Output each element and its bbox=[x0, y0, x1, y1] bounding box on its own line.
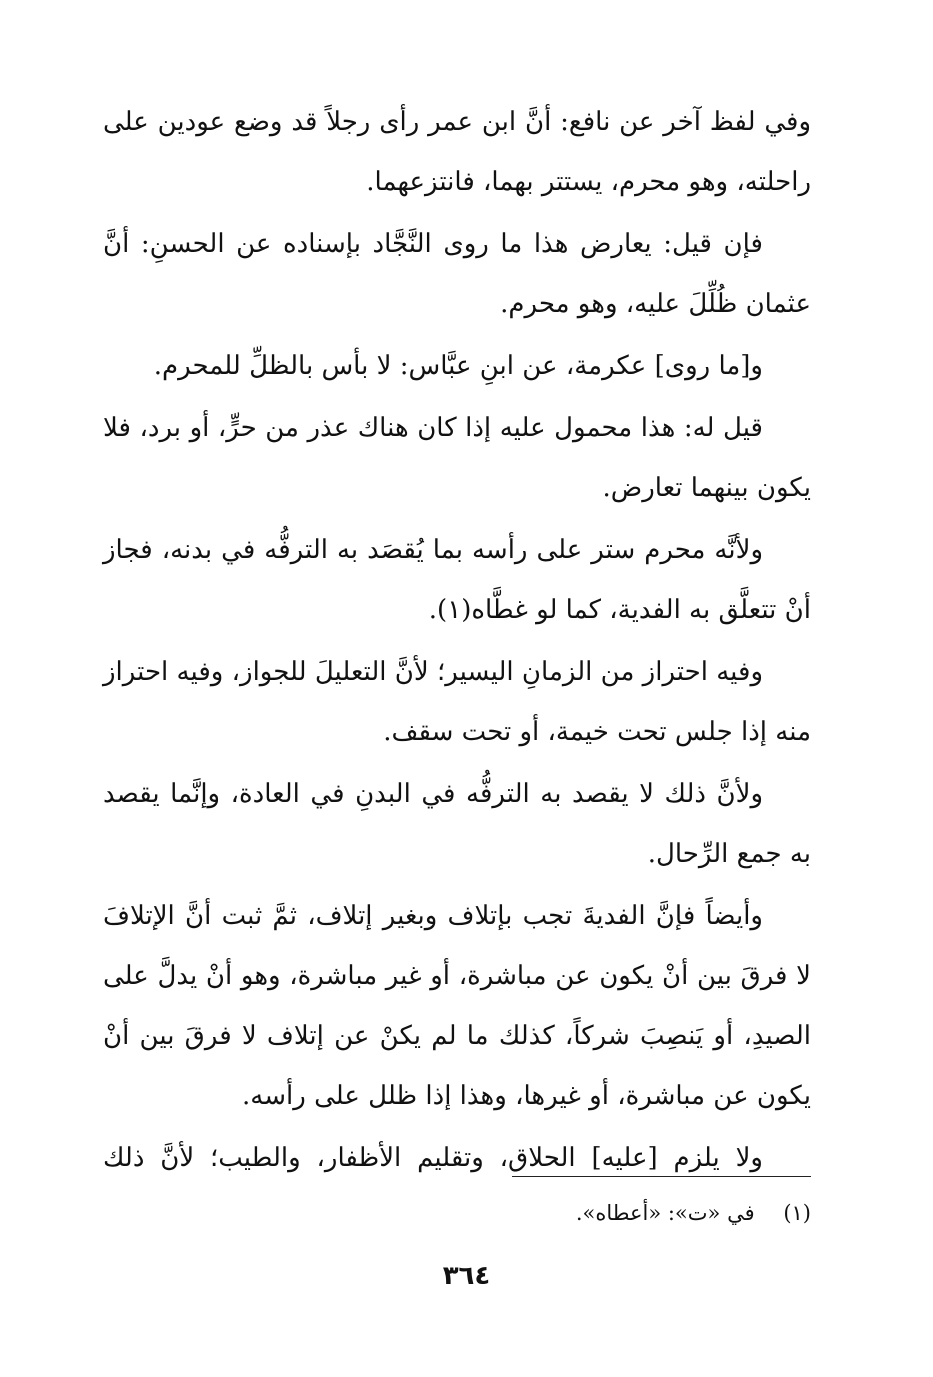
paragraph-6: وفيه احتراز من الزمانِ اليسير؛ لأنَّ التعليلَ للجواز، وفيه احتراز منه إذا جلس تحت خيمة، أو تحت سقف. bbox=[103, 657, 811, 747]
paragraph-3: و[ما روى] عكرمة، عن ابنِ عبَّاس: لا بأس بالظلِّ للمحرم. bbox=[153, 351, 763, 381]
paragraph-8: وأيضاً فإنَّ الفديةَ تجب بإتلاف وبغير إتلاف، ثمَّ ثبت أنَّ الإتلافَ لا فرقَ بين أنْ يكون عن مباشرة، أو غير مباشرة، وهو أنْ يدلَّ على الصيدِ، أو يَنصِبَ شركاً، كذلك ما لم يكنْ عن إتلاف لا فرقَ بين أنْ يكون عن مباشرة، أو غيرها، وهذا إذا ظلل على رأسه. bbox=[103, 901, 812, 1111]
footnote-divider bbox=[512, 1176, 811, 1177]
footnote-text: في «ت»: «أعطاه». bbox=[575, 1201, 755, 1225]
paragraph-1: وفي لفظ آخر عن نافع: أنَّ ابن عمر رأى رجلاً قد وضع عودين على راحلته، وهو محرم، يستتر بهما، فانتزعهما. bbox=[103, 107, 811, 197]
paragraph-9: ولا يلزم [عليه] الحلاق، وتقليم الأظفار، والطيب؛ لأنَّ ذلك bbox=[103, 1143, 763, 1173]
paragraph-2: فإن قيل: يعارض هذا ما روى النَّجَّاد بإسناده عن الحسنِ: أنَّ عثمان ظُلِّلَ عليه، وهو محرم. bbox=[103, 229, 811, 319]
footnote bbox=[300, 1196, 811, 1230]
footnote-number: (١) bbox=[783, 1201, 811, 1225]
main-text bbox=[103, 92, 811, 1190]
paragraph-7: ولأنَّ ذلك لا يقصد به الترفُّه في البدنِ في العادة، وإنَّما يقصد به جمع الرِّحال. bbox=[103, 779, 811, 869]
paragraph-4: قيل له: هذا محمول عليه إذا كان هناك عذر من حرٍّ، أو برد، فلا يكون بينهما تعارض. bbox=[103, 413, 811, 503]
page-number: ٣٦٤ bbox=[442, 1261, 491, 1291]
paragraph-5: ولأنَّه محرم ستر على رأسه بما يُقصَد به الترفُّه في بدنه، فجاز أنْ تتعلَّق به الفدية، كما لو غطَّاه(١). bbox=[103, 535, 811, 625]
